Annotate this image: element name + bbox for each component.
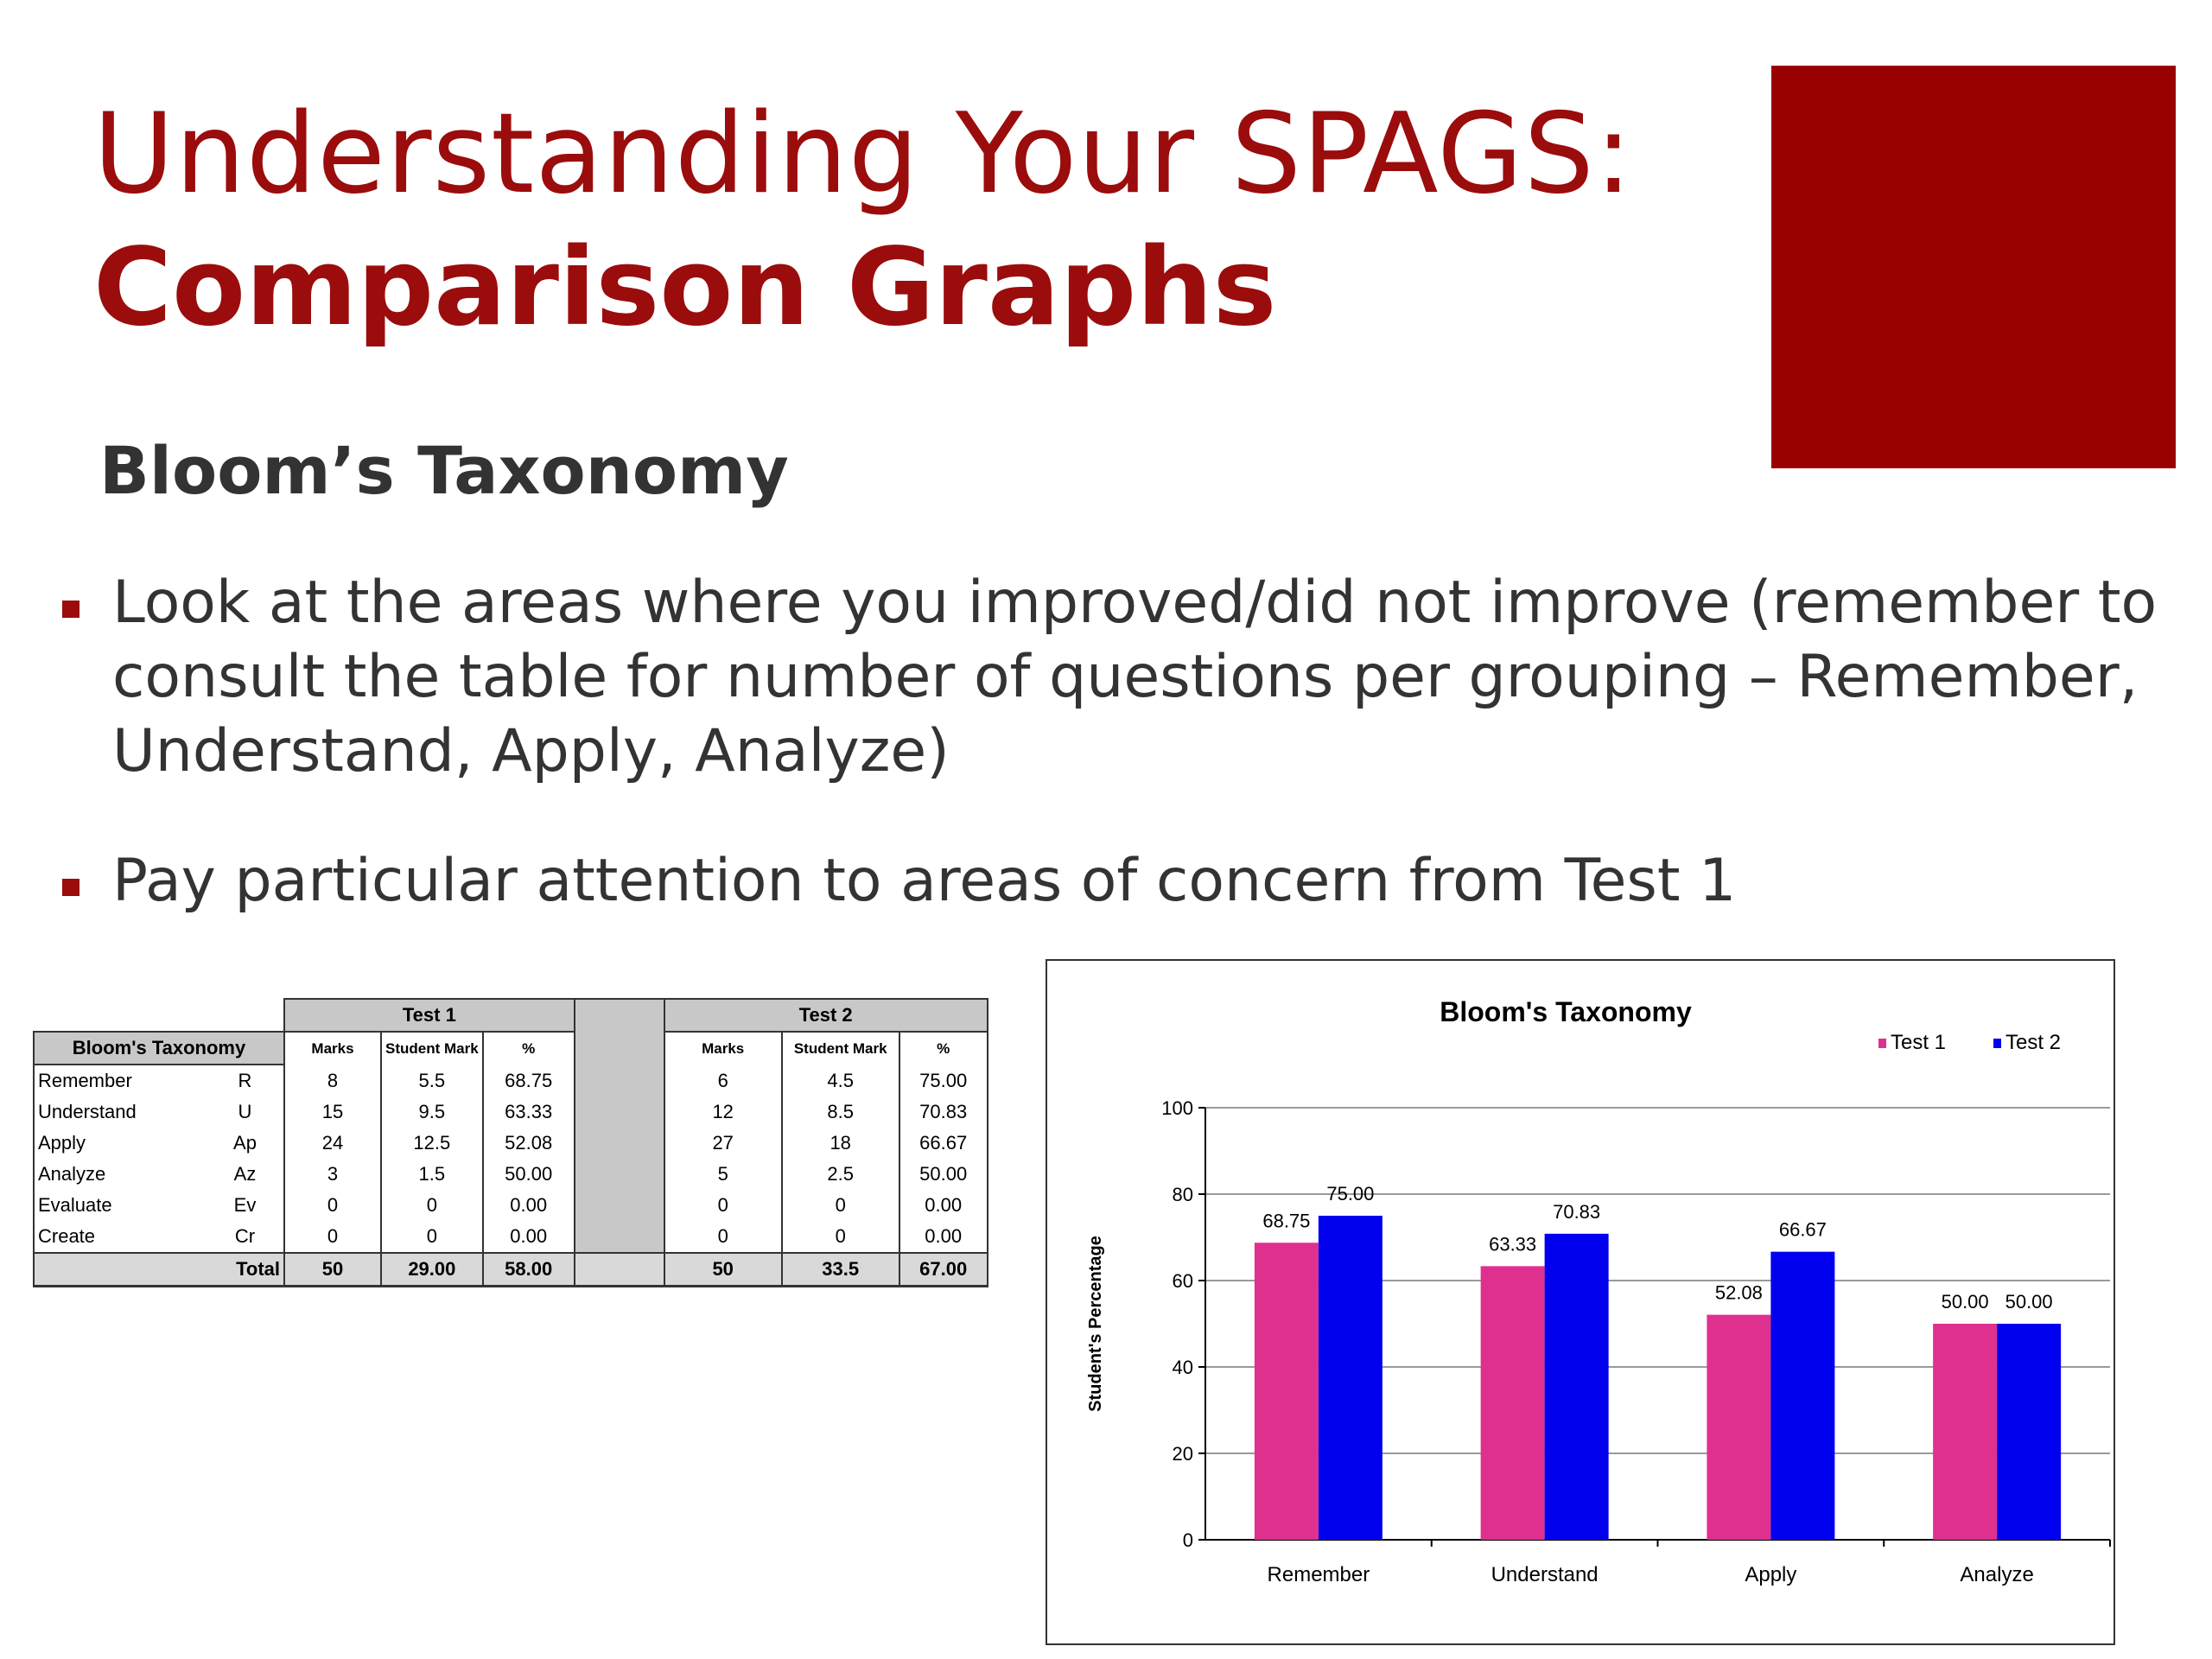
table-cell: 18 — [782, 1128, 899, 1159]
data-label: 75.00 — [1326, 1183, 1375, 1205]
bloom-chart-svg — [1047, 961, 2113, 1643]
table-cell: 0 — [284, 1190, 381, 1221]
table-cell: 1.5 — [381, 1159, 483, 1190]
bar-test-1 — [1933, 1324, 1997, 1540]
y-tick-label: 100 — [1161, 1097, 1193, 1119]
bullet-square-icon — [62, 601, 79, 618]
slide-title-line1: Understanding Your SPAGS: — [93, 90, 1633, 219]
table-cell: 6 — [664, 1065, 782, 1096]
table-cell: 0.00 — [899, 1221, 988, 1253]
data-label: 66.67 — [1778, 1218, 1827, 1241]
row-code: Ap — [207, 1128, 284, 1159]
data-label: 68.75 — [1262, 1210, 1311, 1232]
table-cell: 50.00 — [483, 1159, 575, 1190]
data-label: 70.83 — [1553, 1200, 1601, 1223]
bar-test-2 — [1319, 1216, 1382, 1540]
table-cell: 0 — [782, 1221, 899, 1253]
table-gap — [575, 1221, 664, 1253]
bar-test-2 — [1770, 1252, 1834, 1540]
col-marks: Marks — [664, 1032, 782, 1065]
x-tick-label: Remember — [1267, 1563, 1370, 1586]
table-row — [34, 1128, 988, 1159]
table-gap — [575, 1190, 664, 1221]
table-cell: 5.5 — [381, 1065, 483, 1096]
col-pct: % — [899, 1032, 988, 1065]
x-tick-label: Understand — [1491, 1563, 1599, 1586]
table-cell: 50.00 — [899, 1159, 988, 1190]
table-row — [34, 1159, 988, 1190]
table-cell: 5 — [664, 1159, 782, 1190]
bullet-list — [52, 566, 2177, 918]
table-cell: 2.5 — [782, 1159, 899, 1190]
table-cell: 50 — [664, 1253, 782, 1287]
table-gap — [575, 1065, 664, 1096]
table-cell: 0.00 — [483, 1190, 575, 1221]
table-row — [34, 1065, 988, 1096]
table-cell: 0 — [284, 1221, 381, 1253]
bloom-column-header: Bloom's Taxonomy — [34, 1032, 284, 1065]
table-cell: 8 — [284, 1065, 381, 1096]
bar-test-1 — [1255, 1243, 1319, 1540]
slide-title-line2: Comparison Graphs — [93, 226, 1277, 350]
data-label: 50.00 — [1941, 1291, 1989, 1313]
legend-swatch — [1993, 1039, 2001, 1048]
bullet-text: Look at the areas where you improved/did not improve (remember to consult the table for number of questions per grouping – Remember, Understand, Apply, Analyze) — [112, 569, 2158, 785]
bar-test-1 — [1707, 1315, 1770, 1540]
table-cell: 12.5 — [381, 1128, 483, 1159]
bullet-text: Pay particular attention to areas of concern from Test 1 — [112, 847, 1737, 915]
table-cell: 3 — [284, 1159, 381, 1190]
table-cell: 0.00 — [483, 1221, 575, 1253]
table-cell: 68.75 — [483, 1065, 575, 1096]
row-name: Analyze — [34, 1159, 207, 1190]
table-row — [34, 1096, 988, 1128]
bullet-item — [52, 566, 2177, 789]
table-cell: 12 — [664, 1096, 782, 1128]
y-tick-label: 40 — [1172, 1357, 1193, 1378]
table-cell: 0 — [381, 1190, 483, 1221]
y-tick-label: 0 — [1182, 1529, 1193, 1551]
legend-label: Test 1 — [1891, 1031, 1947, 1054]
row-name: Apply — [34, 1128, 207, 1159]
row-name: Understand — [34, 1096, 207, 1128]
col-pct: % — [483, 1032, 575, 1065]
table-cell: 33.5 — [782, 1253, 899, 1287]
legend-swatch — [1878, 1039, 1886, 1048]
table-cell: 75.00 — [899, 1065, 988, 1096]
table-cell: 0.00 — [899, 1190, 988, 1221]
table-gap — [575, 1096, 664, 1128]
bar-test-1 — [1481, 1266, 1545, 1540]
y-tick-label: 80 — [1172, 1184, 1193, 1205]
row-code: Ev — [207, 1190, 284, 1221]
y-tick-label: 60 — [1172, 1270, 1193, 1292]
legend-label: Test 2 — [2005, 1031, 2062, 1054]
bullet-square-icon — [62, 879, 79, 896]
row-code: Cr — [207, 1221, 284, 1253]
table-cell: 8.5 — [782, 1096, 899, 1128]
bar-test-2 — [1545, 1234, 1609, 1540]
bar-test-2 — [1997, 1324, 2061, 1540]
col-student-mark: Student Mark — [782, 1032, 899, 1065]
table-row — [34, 1221, 988, 1253]
test2-header: Test 2 — [664, 999, 988, 1032]
row-code: R — [207, 1065, 284, 1096]
x-tick-label: Apply — [1745, 1563, 1797, 1586]
data-label: 50.00 — [2005, 1291, 2053, 1313]
total-label: Total — [34, 1253, 284, 1287]
table-cell: 4.5 — [782, 1065, 899, 1096]
table-total-row — [34, 1253, 988, 1287]
table-cell: 0 — [782, 1190, 899, 1221]
row-code: U — [207, 1096, 284, 1128]
col-student-mark: Student Mark — [381, 1032, 483, 1065]
row-name: Remember — [34, 1065, 207, 1096]
table-cell: 50 — [284, 1253, 381, 1287]
row-name: Create — [34, 1221, 207, 1253]
decorative-red-box — [1771, 66, 2176, 468]
table-cell: 15 — [284, 1096, 381, 1128]
test1-header: Test 1 — [284, 999, 575, 1032]
table-cell: 0 — [664, 1190, 782, 1221]
table-gap — [575, 1128, 664, 1159]
data-label: 52.08 — [1714, 1281, 1763, 1304]
bloom-score-table — [33, 998, 988, 1287]
table-cell: 0 — [381, 1221, 483, 1253]
table-cell: 0 — [664, 1221, 782, 1253]
table-cell: 24 — [284, 1128, 381, 1159]
row-code: Az — [207, 1159, 284, 1190]
table-row — [34, 1190, 988, 1221]
table-cell: 63.33 — [483, 1096, 575, 1128]
chart-title: Bloom's Taxonomy — [1440, 996, 1692, 1027]
y-axis-label: Student's Percentage — [1086, 1236, 1105, 1412]
table-cell: 9.5 — [381, 1096, 483, 1128]
col-marks: Marks — [284, 1032, 381, 1065]
table-gap — [575, 1159, 664, 1190]
y-tick-label: 20 — [1172, 1443, 1193, 1465]
table-cell: 29.00 — [381, 1253, 483, 1287]
table-cell: 70.83 — [899, 1096, 988, 1128]
bloom-chart — [1046, 959, 2115, 1645]
table-cell: 67.00 — [899, 1253, 988, 1287]
table-cell: 66.67 — [899, 1128, 988, 1159]
data-label: 63.33 — [1489, 1233, 1537, 1255]
table-cell: 52.08 — [483, 1128, 575, 1159]
row-name: Evaluate — [34, 1190, 207, 1221]
bullet-item — [52, 844, 2177, 918]
table-cell: 27 — [664, 1128, 782, 1159]
x-tick-label: Analyze — [1960, 1563, 2034, 1586]
table-cell: 58.00 — [483, 1253, 575, 1287]
slide-subtitle: Bloom’s Taxonomy — [99, 432, 789, 509]
